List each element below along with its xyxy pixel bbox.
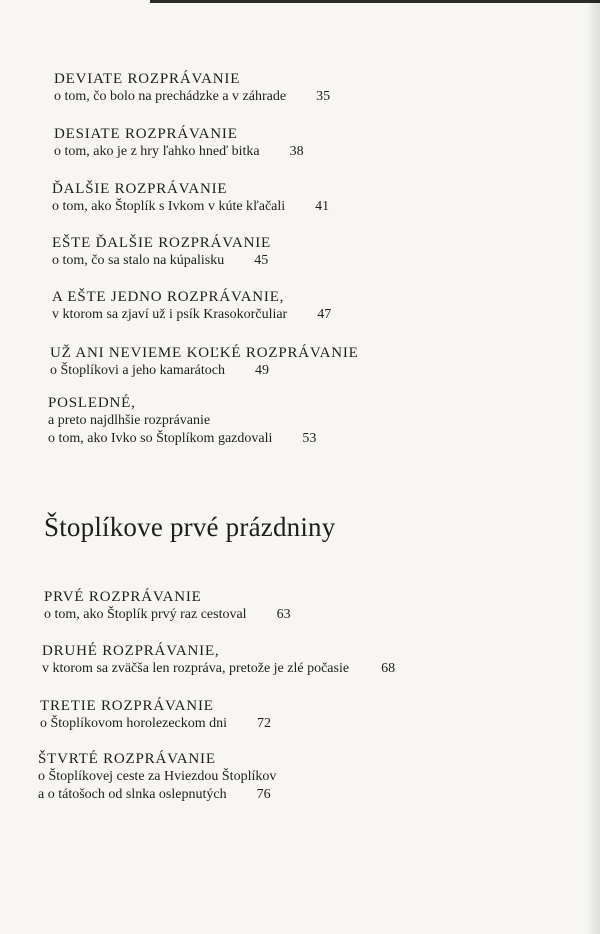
entry-description: v ktorom sa zväčša len rozpráva, pretože je zlé počasie 68 [42,661,396,676]
toc-entry-prve[interactable] [0,588,600,624]
entry-heading: A EŠTE JEDNO ROZPRÁVANIE, [52,289,285,305]
page-number: 45 [254,253,269,268]
entry-description: o Štoplíkovi a jeho kamarátoch 49 [50,363,269,378]
page-number: 35 [316,89,331,104]
toc-entry-uz-ani-nevieme[interactable] [0,344,600,380]
entry-heading: POSLEDNÉ, [48,395,136,411]
toc-entry-deviate[interactable] [0,70,600,106]
entry-heading: ĎALŠIE ROZPRÁVANIE [52,181,228,197]
top-rule [150,0,600,3]
page-number: 72 [257,716,272,731]
page-number: 76 [256,787,271,802]
entry-heading: ŠTVRTÉ ROZPRÁVANIE [38,751,216,767]
entry-heading: DESIATE ROZPRÁVANIE [54,126,238,142]
entry-description: o tom, čo sa stalo na kúpalisku 45 [52,253,269,268]
entry-description: o tom, ako je z hry ľahko hneď bitka 38 [54,144,304,159]
page-number: 38 [289,144,304,159]
page-number: 68 [381,661,396,676]
entry-description-line-1: o Štoplíkovej ceste za Hviezdou Štoplíkov [38,769,277,784]
entry-description: o tom, ako Štoplík s Ivkom v kúte kľačali 41 [52,199,330,214]
toc-entry-druhe[interactable] [0,642,600,678]
entry-description-line-1: a preto najdlhšie rozprávanie [48,413,211,428]
entry-description: o tom, čo bolo na prechádzke a v záhrade 35 [54,89,331,104]
entry-description: o tom, ako Štoplík prvý raz cestoval 63 [44,607,291,622]
entry-heading: EŠTE ĎALŠIE ROZPRÁVANIE [52,235,271,251]
toc-entry-desiate[interactable] [0,125,600,161]
section-title: Štoplíkove prvé prázdniny [44,512,336,542]
toc-entry-stvrte[interactable] [0,750,600,804]
page-number: 63 [276,607,291,622]
entry-heading: TRETIE ROZPRÁVANIE [40,698,214,714]
page-number: 47 [317,307,332,322]
toc-entry-este-dalsie[interactable] [0,234,600,270]
entry-description: o Štoplíkovom horolezeckom dni 72 [40,716,272,731]
page-number: 53 [302,431,317,446]
toc-entry-a-este-jedno[interactable] [0,288,600,324]
page-number: 49 [254,363,269,378]
toc-entry-posledne[interactable] [0,394,600,448]
entry-heading: DEVIATE ROZPRÁVANIE [54,71,241,87]
page-number: 41 [315,199,330,214]
toc-entry-dalsie[interactable] [0,180,600,216]
entry-description-line-2: o tom, ako Ivko so Štoplíkom gazdovali 53 [48,431,317,446]
entry-description-line-2: a o tátošoch od slnka oslepnutých 76 [38,787,271,802]
toc-entry-tretie[interactable] [0,697,600,733]
entry-description: v ktorom sa zjaví už i psík Krasokorčuliar 47 [52,307,332,322]
entry-heading: DRUHÉ ROZPRÁVANIE, [42,643,220,659]
entry-heading: PRVÉ ROZPRÁVANIE [44,589,202,605]
entry-heading: UŽ ANI NEVIEME KOĽKÉ ROZPRÁVANIE [50,345,359,361]
